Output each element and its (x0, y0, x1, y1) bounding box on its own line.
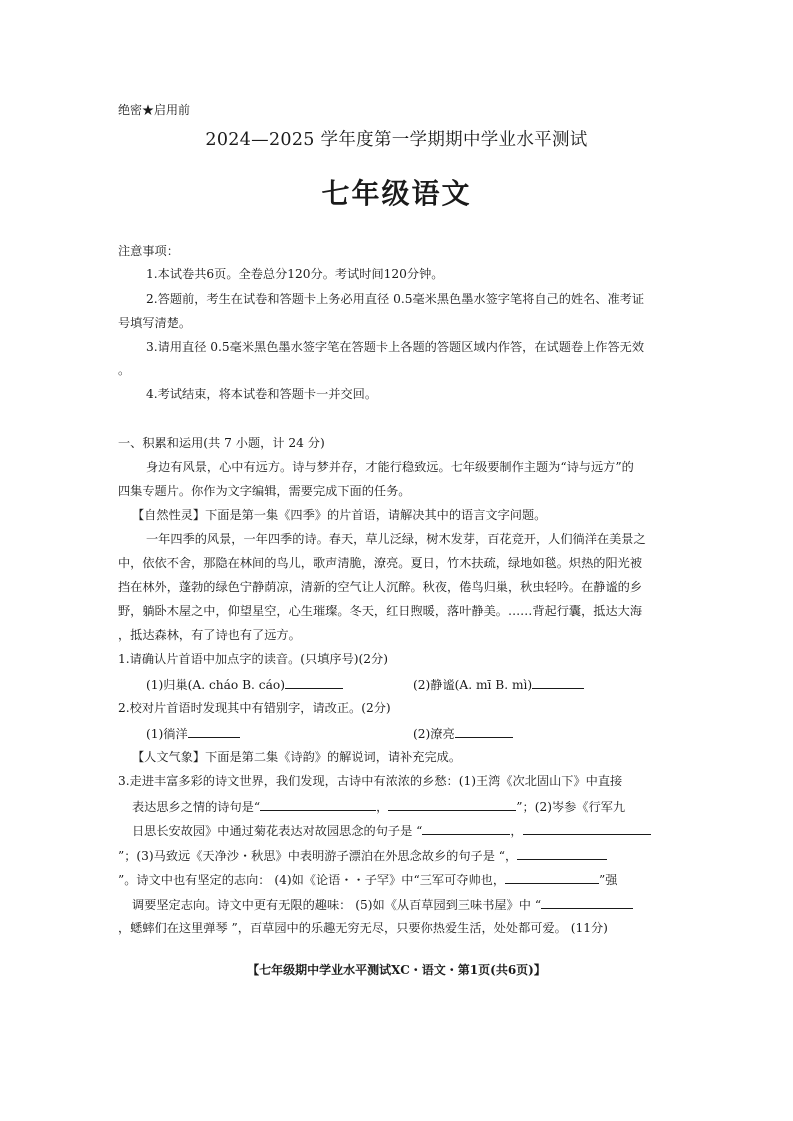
note-item-1: 1.本试卷共6页。全卷总分120分。考试时间120分钟。 (146, 267, 444, 281)
q3-line-5-text: ”。诗文中也有坚定的志向： (4)如《论语・・子罕》中“三军可夺帅也， (118, 873, 506, 887)
question-3-line-2 (132, 798, 625, 815)
question-1-item-2 (413, 676, 584, 693)
question-1: 1.请确认片首语中加点字的读音。(只填序号)(2分) (118, 652, 388, 666)
secret-mark: 绝密★启用前 (118, 103, 191, 117)
q3-line-3-text: 日思长安故园》中通过菊花表达对故园思念的句子是 “ (132, 824, 423, 838)
q3-line-2-comma: ， (376, 800, 389, 814)
page-footer: 【七年级期中学业水平测试XC・语文・第1页(共6页)】 (247, 963, 546, 977)
question-2: 2.校对片首语时发现其中有错别字，请改正。(2分) (118, 701, 391, 715)
q2-item-1-text: (1)徜洋 (146, 727, 188, 741)
episode-2-prompt: 【人文气象】下面是第二集《诗韵》的解说词，请补充完成。 (132, 750, 462, 764)
answer-blank[interactable] (505, 871, 599, 884)
answer-blank[interactable] (532, 676, 584, 689)
answer-blank[interactable] (285, 676, 343, 689)
answer-blank[interactable] (188, 725, 240, 738)
q2-item-2-text: (2)潦亮 (413, 727, 455, 741)
note-item-4: 4.考试结束，将本试卷和答题卡一并交回。 (146, 387, 378, 401)
answer-blank[interactable] (422, 822, 510, 835)
notes-heading: 注意事项： (118, 244, 179, 258)
note-item-3b: 。 (118, 363, 131, 377)
note-item-2a: 2.答题前，考生在试卷和答题卡上务必用直径 0.5毫米黑色墨水签字笔将自己的姓名、准考证 (146, 292, 645, 306)
answer-blank[interactable] (388, 798, 516, 811)
intro-line-1: 身边有风景，心中有远方。诗与梦并存，才能行稳致远。七年级要制作主题为“诗与远方”的 (146, 460, 634, 474)
q1-item-2-text: (2)静谧(A. mī B. mì) (413, 678, 533, 692)
question-3-line-3 (132, 822, 651, 839)
q3-line-3-comma: ， (510, 824, 523, 838)
answer-blank[interactable] (523, 822, 651, 835)
q3-line-4-text: ”；(3)马致远《天净沙・秋思》中表明游子漂泊在外思念故乡的句子是 “， (118, 849, 518, 863)
passage-line-4: 野，躺卧木屋之中，仰望星空，心生璀璨。冬天，红日煦暖，落叶静美。……背起行囊，抵达大海 (118, 604, 643, 618)
q3-line-2-tail: ”；(2)岑参《行军九 (516, 800, 626, 814)
note-item-3a: 3.请用直径 0.5毫米黑色墨水签字笔在答题卡上各题的答题区域内作答，在试题卷上作答无效 (146, 340, 645, 354)
section-heading: 一、积累和运用(共 7 小题，计 24 分) (118, 436, 325, 450)
passage-line-5: ，抵达森林，有了诗也有了远方。 (118, 628, 301, 642)
answer-blank[interactable] (517, 847, 607, 860)
question-2-item-2 (413, 725, 513, 742)
answer-blank[interactable] (541, 896, 633, 909)
question-2-item-1 (146, 725, 240, 742)
q3-line-5-tail: ”强 (599, 873, 618, 887)
q3-line-6-text: 调要坚定志向。诗文中更有无限的趣味： (5)如《从百草园到三味书屋》中 “ (132, 898, 542, 912)
passage-line-2: 中，依依不舍，那隐在林间的鸟儿，歌声清脆，潦亮。夏日，竹木扶疏，绿地如毯。炽热的阳光被 (118, 556, 643, 570)
exam-title: 2024—2025 学年度第一学期期中学业水平测试 (205, 130, 588, 150)
question-3-line-5 (118, 871, 617, 888)
subject-title: 七年级语文 (321, 177, 472, 210)
passage-line-1: 一年四季的风景，一年四季的诗。春天，草儿泛绿，树木发芽，百花竞开，人们徜洋在美景之 (146, 532, 646, 546)
q1-item-1-text: (1)归巢(A. cháo B. cáo) (146, 678, 285, 692)
intro-line-2: 四集专题片。你作为文字编辑，需要完成下面的任务。 (118, 484, 411, 498)
question-3-line-1: 3.走进丰富多彩的诗文世界，我们发现，古诗中有浓浓的乡愁：(1)王湾《次北固山下》中直接 (118, 774, 623, 788)
question-3-line-6 (132, 896, 633, 913)
question-3-line-4 (118, 847, 607, 864)
answer-blank[interactable] (260, 798, 376, 811)
question-1-item-1 (146, 676, 343, 693)
episode-1-prompt: 【自然性灵】下面是第一集《四季》的片首语，请解决其中的语言文字问题。 (132, 508, 547, 522)
q3-line-2-text: 表达思乡之情的诗句是“ (132, 800, 261, 814)
passage-line-3: 挡在林外，蓬勃的绿色宁静荫凉，清新的空气让人沉醉。秋夜，倦鸟归巢，秋虫轻吟。在静谧的乡 (118, 580, 643, 594)
answer-blank[interactable] (455, 725, 513, 738)
note-item-2b: 号填写清楚。 (118, 316, 192, 330)
question-3-line-7: ，蟋蟀们在这里弹琴 ”，百草园中的乐趣无穷无尽，只要你热爱生活，处处都可爱。 (11分) (118, 921, 608, 935)
